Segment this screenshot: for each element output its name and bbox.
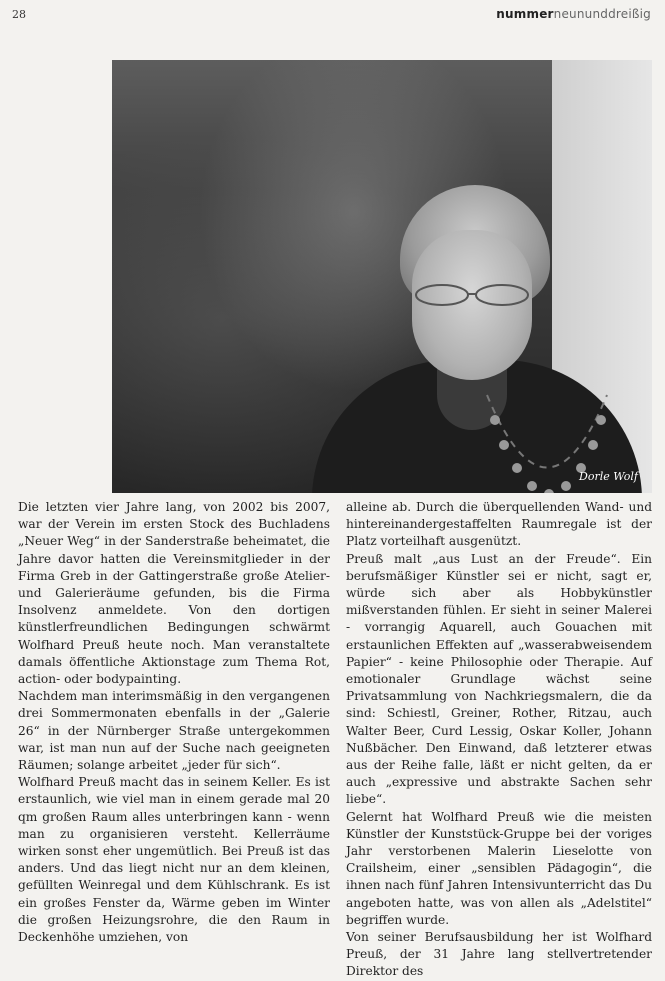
article-paragraph: Preuß malt „aus Lust an der Freude“. Ein berufsmäßiger Künstler sei er nicht, sagt er, würde sich aber als Hobbykünstler mißverstanden fühlen. Er sieht in seiner Malerei - vorrangig Aquarell, auch Gouachen mit erstaunlichen Effekten auf „wasserabweisendem Papier“ - keine Philosophie oder Therapie. Auf emotionaler Grundlage wächst seine Privatsammlung von Nachkriegsmalern, die da sind: Schiestl, Greiner, Rother, Ritzau, auch Walter Beer, Curd Lessig, Oskar Koller, Johann Nußbächer. Den Einwand, daß letzterer etwas aus der Reihe falle, läßt er nicht gelten, da er auch „expressive und abstrakte Sachen sehr liebe“. [346, 551, 652, 807]
article-paragraph: alleine ab. Durch die überquellenden Wand- und hintereinandergestaffelten Raumregale ist der Platz vorteilhaft ausgenützt. [346, 500, 652, 549]
article-paragraph: Die letzten vier Jahre lang, von 2002 bis 2007, war der Verein im ersten Stock des Buchladens „Neuer Weg“ in der Sanderstraße beheimatet, die Jahre davor hatten die Vereinsmitglieder in der Firma Greb in der Gattingerstraße große Atelier- und Galerieräume gefunden, bis die Firma Insolvenz anmeldete. Von den dortigen künstlerfreundlichen Bedingungen schwärmt Wolfhard Preuß heute noch. Man veranstaltete damals öffentliche Aktionstage zum Thema Rot, action- oder bodypainting. [18, 500, 330, 687]
page-number: 28 [12, 8, 26, 21]
glasses-icon [410, 282, 534, 308]
portrait-photo [112, 60, 652, 493]
article-column-right [346, 499, 652, 981]
photo-caption: Dorle Wolf [579, 470, 638, 483]
publication-title-bold: nummer [496, 7, 554, 21]
article-column-left [18, 499, 330, 946]
article-paragraph: Von seiner Berufsausbildung her ist Wolfhard Preuß, der 31 Jahre lang stellvertretender Direktor des [346, 930, 652, 979]
article-paragraph: Wolfhard Preuß macht das in seinem Keller. Es ist erstaunlich, wie viel man in einem gerade mal 20 qm großen Raum alles unterbringen kann - wenn man zu organisieren versteht. Kellerräume wirken sonst eher ungemütlich. Bei Preuß ist das anders. Und das liegt nicht nur an dem kleinen, gefüllten Weinregal und dem Kühlschrank. Es ist ein großes Fenster da, Wärme geben im Winter die großen Heizungsrohre, die den Raum in Deckenhöhe umziehen, von [18, 775, 330, 945]
article-paragraph: Gelernt hat Wolfhard Preuß wie die meisten Künstler der Kunststück-Gruppe bei der voriges Jahr verstorbenen Malerin Lieselotte von Crailsheim, einer „sensiblen Pädagogin“, die ihnen nach fünf Jahren Intensivunterricht das Du angeboten hatte, was von allen als „Adelstitel“ begriffen wurde. [346, 809, 652, 927]
publication-title-light: neununddreißig [553, 7, 651, 21]
article-paragraph: Nachdem man interimsmäßig in den vergangenen drei Sommermonaten ebenfalls in der „Galerie 26“ in der Nürnberger Straße untergekommen war, ist man nun auf der Suche nach geeigneten Räumen; solange arbeitet „jeder für sich“. [18, 689, 330, 773]
publication-title [496, 7, 651, 21]
